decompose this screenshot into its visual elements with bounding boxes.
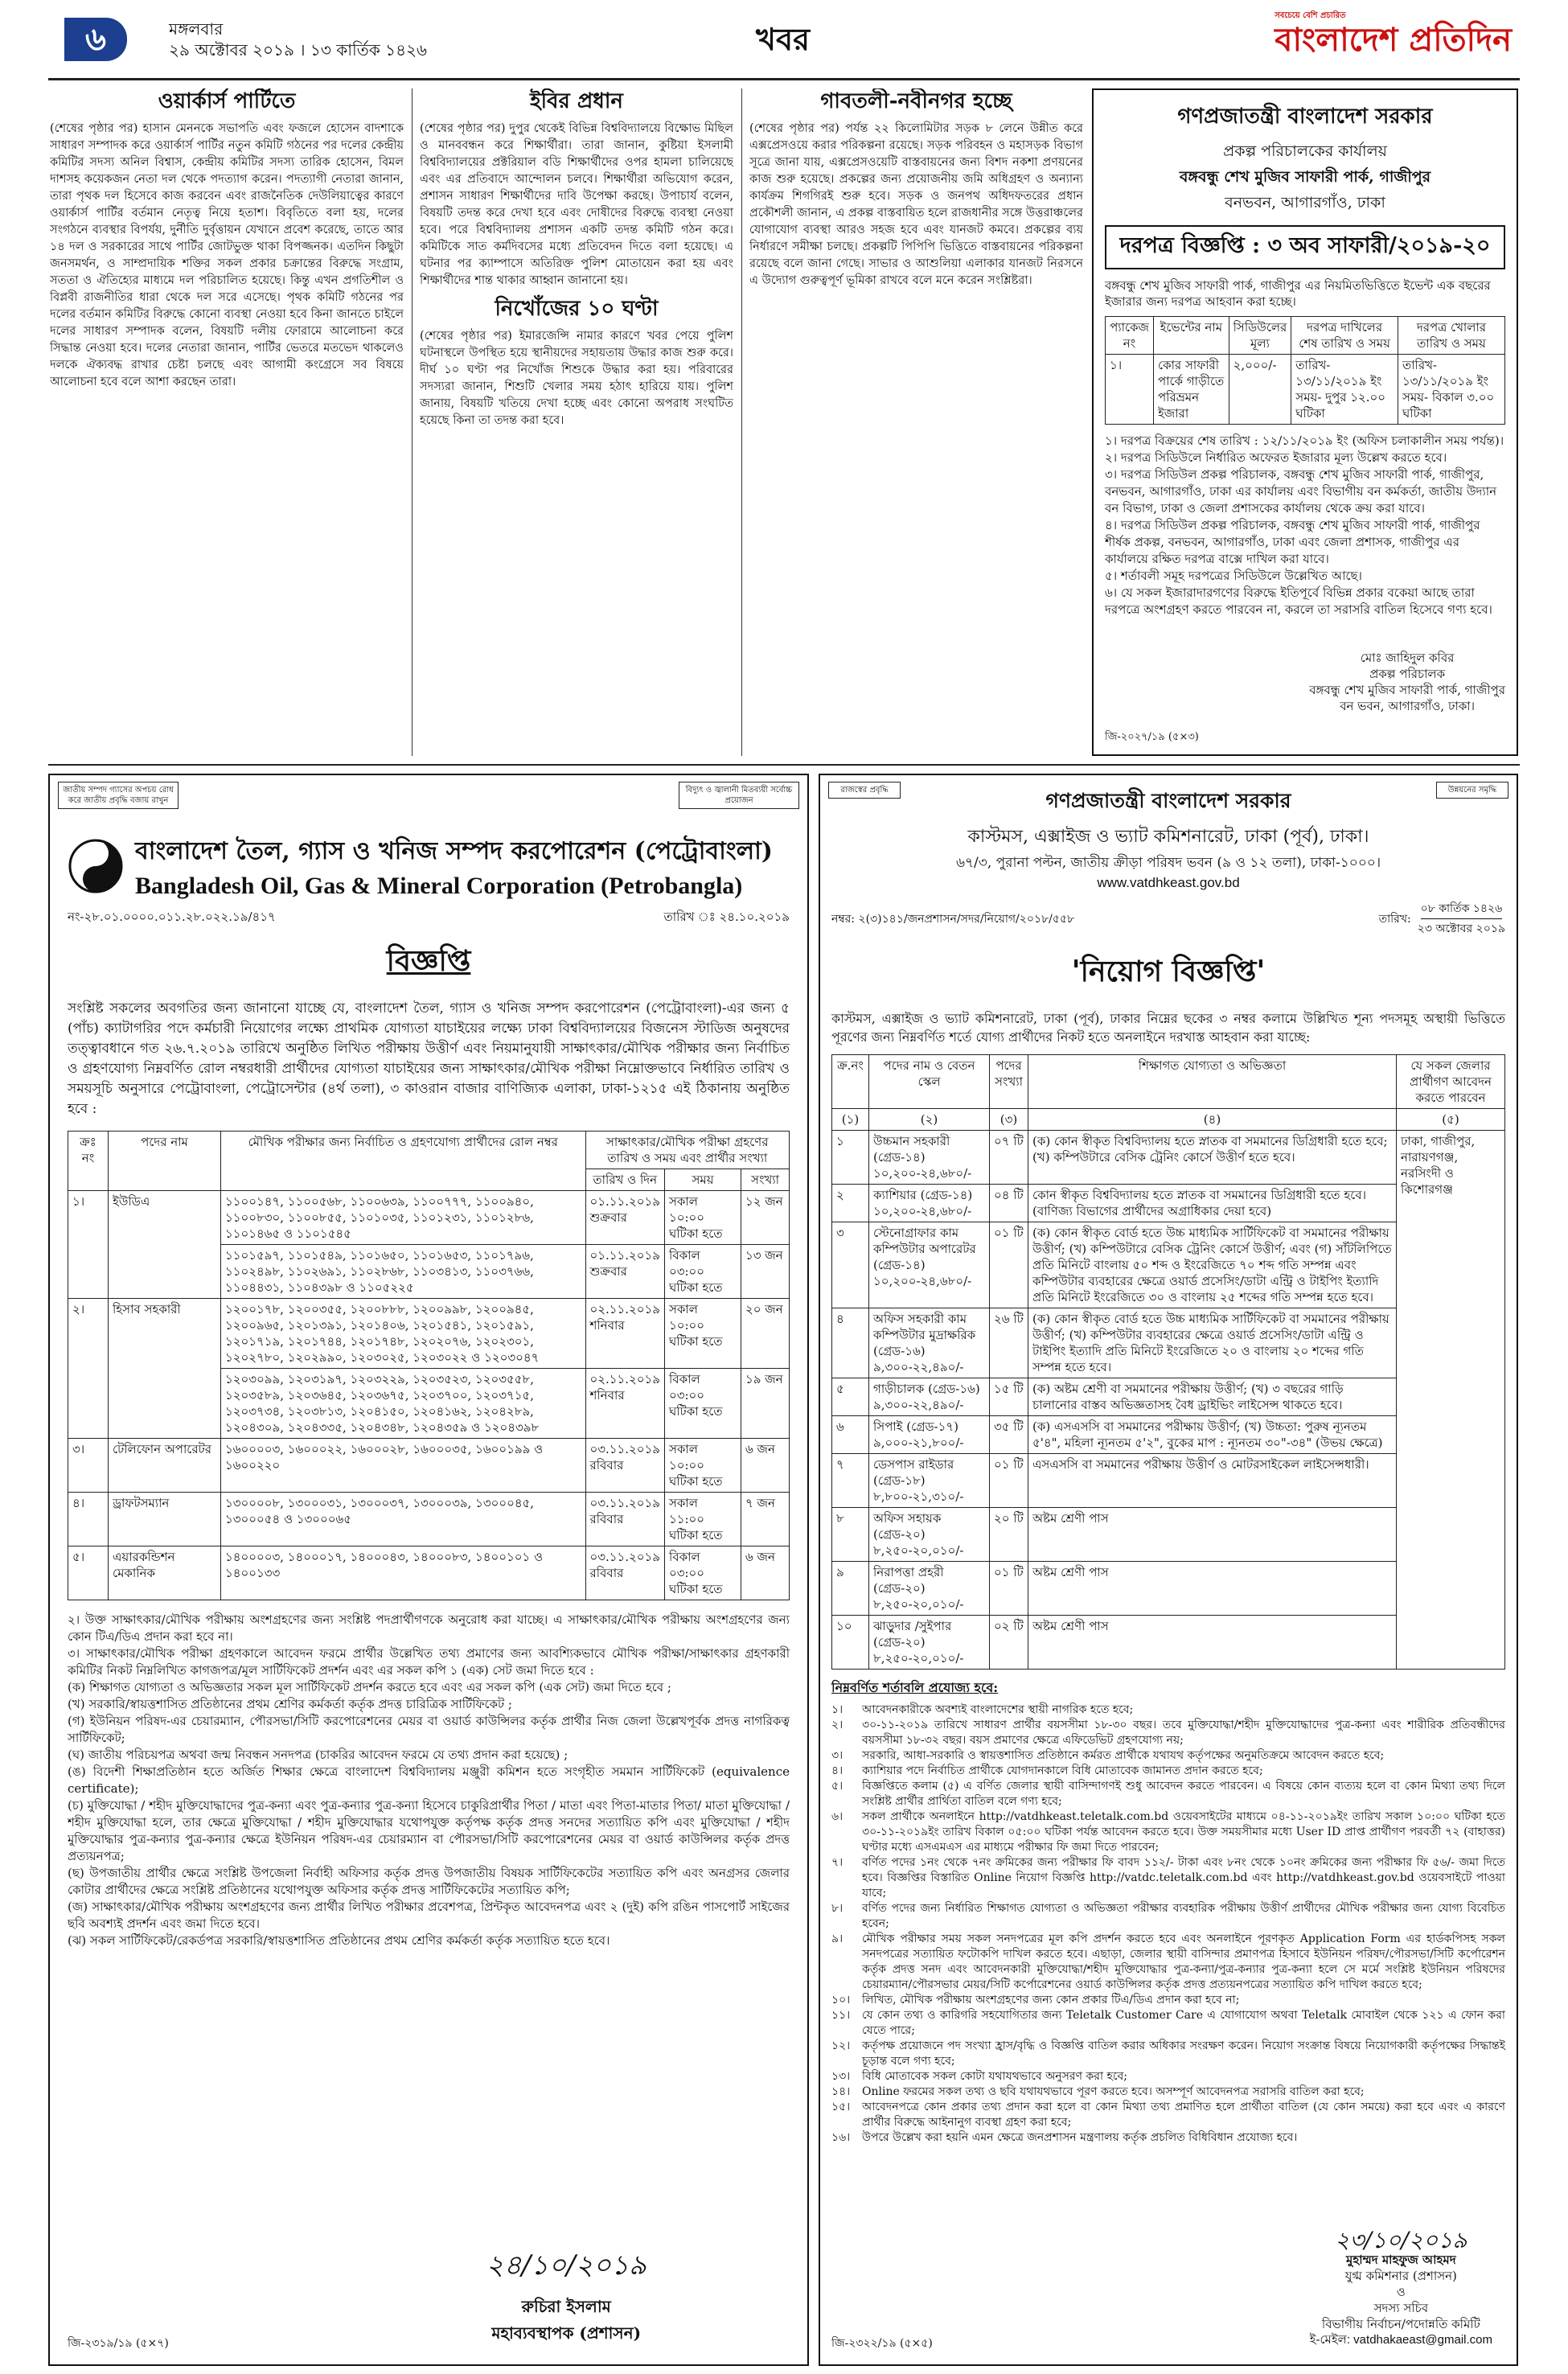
list-item: ৭। বর্ণিত পদের ১নং থেকে ৭নং ক্রমিকের জন্য পরীক্ষার ফি বাবদ ১১২/- টাকা এবং ৮নং থেকে ১০নং ক্রমিকের জন্য পরীক্ষার ফি ৫৬/- জমা দিতে হবে। বিজ্ঞপ্তির বিস্তারিত Online নিয়োগ বিজ্ঞপ্তি http://vatdc.teletalk.com.bd এবং http://vatdhkeast.gov.bd ওয়েবসাইটে পাওয়া যাবে; <box>831 1856 1505 1900</box>
list-item: (গ) ইউনিয়ন পরিষদ-এর চেয়ারম্যান, পৌরসভা/সিটি করপোরেশনের মেয়র বা ওয়ার্ড কাউন্সিলর কর্তৃক প্রার্থীর নিজ জেলা উল্লেখপূর্বক প্রদত্ত নাগরিকত্ব সার্টিফিকেট; <box>68 1714 790 1745</box>
tender-address: বনভবন, আগারগাঁও, ঢাকা <box>1225 194 1385 212</box>
newspaper-logo: সবচেয়ে বেশি প্রচারিত বাংলাদেশ প্রতিদিন <box>1275 11 1512 59</box>
article-iu <box>420 88 733 756</box>
tender-notes <box>1105 433 1505 618</box>
tender-park: বঙ্গবন্ধু শেখ মুজিব সাফারী পার্ক, গাজীপুর <box>1179 168 1431 186</box>
list-item: (ক) শিক্ষাগত যোগ্যতা ও অভিজ্ঞতার সকল মূল সার্টিফিকেট প্রদর্শন করতে হবে এবং এর সকল কপি (এক সেট) জমা দিতে হবে ; <box>68 1680 671 1694</box>
table-row: ১ উচ্চমান সহকারী (গ্রেড-১৪) ১০,২০০-২৪,৬৮০/- ০৭ টি (ক) কোন স্বীকৃত বিশ্ববিদ্যালয় হতে স্নাতক বা সমমানের ডিগ্রিধারী হতে হবে; (খ) কম্পিউটারে বেসিক ট্রেনিং কোর্সে উত্তীর্ণ হতে হবে। ঢাকা, গাজীপুর, নারায়ণগঞ্জ, নরসিংদী ও কিশোরগঞ্জ <box>832 1131 1505 1185</box>
conditions-title: নিম্নবর্ণিত শর্তাবলি প্রযোজ্য হবে: <box>831 1680 999 1695</box>
list-item: ৩। দরপত্র সিডিউল প্রকল্প পরিচালক, বঙ্গবন্ধু শেখ মুজিব সাফারী পার্ক, গাজীপুর, বনভবন, আগারগাঁও, ঢাকা এর কার্যালয় এবং বিভাগীয় বন কর্মকর্তা, জাতীয় উদ্যান বন বিভাগ, ঢাকা ও জেলা প্রশাসকের কার্যালয় থেকে ক্রয় করা যাবে। <box>1105 467 1497 515</box>
customs-govt: গণপ্রজাতন্ত্রী বাংলাদেশ সরকার <box>1045 789 1291 812</box>
table-row: ২ ক্যাশিয়ার (গ্রেড-১৪) ১০,২০০-২৪,৬৮০/- ০৪ টি কোন স্বীকৃত বিশ্ববিদ্যালয় হতে স্নাতক বা সমমানের ডিগ্রিধারী হতে হবে। (বাণিজ্য বিভাগের প্রার্থীদের অগ্রাধিকার দেয়া হবে) <box>832 1185 1505 1222</box>
table-row: ২। হিসাব সহকারী ১২০০১৭৮, ১২০০৩৫৫, ১২০০৮৮৮, ১২০০৯৯৮, ১২০০৯৪৫, ১২০০৯৬৫, ১২০১৩৯১, ১২০১৪০৬, ১২০১৫৪১, ১২০১৫৯১, ১২০১৭১৯, ১২০১৭৪৪, ১২০১৭৪৮, ১২০২০৭৬, ১২০২৩০১, ১২০২৭৮০, ১২০২৯৯০, ১২০৩০২৫, ১২০৩০২২ ও ১২০৩০৪৭ ০২.১১.২০১৯ শনিবার সকাল ১০:০০ ঘটিকা হতে ২০ জন <box>68 1299 790 1369</box>
list-item: (ঙ) বিদেশী শিক্ষাপ্রতিষ্ঠান হতে অর্জিত শিক্ষার ক্ষেত্রে বাংলাদেশ বিশ্ববিদ্যালয় মঞ্জুরী কমিশন হতে সংগৃহীত সমমান সার্টিফিকেট (equivalence certificate); <box>68 1764 790 1796</box>
tender-signer-block: মোঃ জাহিদুল কবির প্রকল্প পরিচালক বঙ্গবন্ধু শেখ মুজিব সাফারী পার্ক, গাজীপুর বন ভবন, আগারগাঁও, ঢাকা। <box>1309 651 1505 713</box>
list-item: ২। দরপত্র সিডিউলে নির্ধারিত অফেরত ইজারার মূল্য উল্লেখ করতে হবে। <box>1105 450 1447 465</box>
page-number: ৬ <box>64 18 127 61</box>
interview-table: ক্রঃ নং পদের নাম মৌখিক পরীক্ষার জন্য নির্বাচিত ও গ্রহণযোগ্য প্রার্থীদের রোল নম্বর সাক্ষাৎকার/মৌখিক পরীক্ষা গ্রহণের তারিখ ও সময় এবং প্রার্থীর সংখ্যা তারিখ ও দিন সময় সংখ্যা ১। ইউডিএ ১১০০১৪৭, ১১০০৫৬৮, ১১০০৬৩৯, ১১০০৭৭৭, ১১০০৯৪০, ১১০০৮৩০, ১১০০৮৫৫, ১১০১০৩৫, ১১০১২৩১, ১১০১২৮৬, ১১০১৪৬৫ ও ১১০১৫৪৫ ০১.১১.২০১৯ শুক্রবার সকাল ১০:০০ ঘটিকা হতে ১২ জন ১১০১৫৯৭, ১১০১৫৪৯, ১১০১৬৫০, ১১০১৬৫৩, ১১০১৭৯৬, ১১০২৪৯৮, ১১০২৬৯১, ১১০২৮৬৮, ১১০৩৪১৩, ১১০৩৭৬৬, ১১০৪৪৩১, ১১০৪৩৯৮ ও ১১০৫২২৫ ০১.১১.২০১৯ শুক্রবার বিকাল ০৩:০০ ঘটিকা হতে ১৩ জন ২। হিসাব সহকারী ১২০০১৭৮, ১২০০৩৫৫, ১২০০৮৮৮, ১২০০৯৯৮, ১২০০৯৪৫, ১২০০৯৬৫, ১২০১৩৯১, ১২০১৪০৬, ১২০১৫৪১, ১২০১৫৯১, ১২০১৭১৯, ১২০১৭৪৪, ১২০১৭৪৮, ১২০২০৭৬, ১২০২৩০১, ১২০২৭৮০, ১২০২৯৯০, ১২০৩০২৫, ১২০৩০২২ ও ১২০৩০৪৭ ০২.১১.২০১৯ শনিবার সকাল ১০:০০ ঘটিকা হতে ২০ জন ১২০৩০৯৯, ১২০৩১৯৭, ১২০৩২২৯, ১২০৩৫২৩, ১২০৩৫৫৮, ১২০৩৫৮৯, ১২০৩৬৪৫, ১২০৩৬৭৫, ১২০৩৭০০, ১২০৩৭১৫, ১২০৩৭৩৪, ১২০৩৮১৩, ১২০৪১৫০, ১২০৪১৬২, ১২০৪২৮৯, ১২০৪৩০৯, ১২০৪৩৩৫, ১২০৪৩৪৮, ১২০৪৩৫৯ ও ১২০৪৩৯৮ ০২.১১.২০১৯ শনিবার বিকাল ০৩:০০ ঘটিকা হতে ১৯ জন ৩। টেলিফোন অপারেটর ১৬০০০০৩, ১৬০০০২২, ১৬০০০২৮, ১৬০০০৩৫, ১৬০০১৯৯ ও ১৬০০২২০ ০৩.১১.২০১৯ রবিবার সকাল ১০:০০ ঘটিকা হতে ৬ জন ৪। ড্রাফটসম্যান ১৩০০০০৮, ১৩০০০৩১, ১৩০০০৩৭, ১৩০০০৩৯, ১৩০০০৪৫, ১৩০০০৫৪ ও ১৩০০০৬৫ ০৩.১১.২০১৯ রবিবার সকাল ১১:০০ ঘটিকা হতে ৭ জন ৫। এয়ারকন্ডিশন মেকানিক ১৪০০০০৩, ১৪০০০১৭, ১৪০০০৪৩, ১৪০০০৮৩, ১৪০০১০১ ও ১৪০০১৩৩ ০৩.১১.২০১৯ রবিবার বিকাল ০৩:০০ ঘটিকা হতে ৬ জন <box>68 1131 790 1600</box>
handwritten-signature: ২৩/১০/২০১৯ <box>1335 2227 1467 2253</box>
list-item: ৬। যে সকল ইজারাদারগণের বিরুদ্ধে ইতিপূর্বে বিভিন্ন প্রকার বকেয়া আছে তারা দরপত্রে অংশগ্রহণ করতে পারবেন না, করলে তা সরাসরি বাতিল হিসেবে গণ্য হবে। <box>1105 585 1492 617</box>
tender-intro: বঙ্গবন্ধু শেখ মুজিব সাফারী পার্ক, গাজীপুর এর নিয়মিতভিত্তিতে ইভেন্ট এক বছরের ইজারার জন্য দরপত্র আহবান করা হচ্ছে। <box>1105 278 1491 309</box>
issue-date: ২৯ অক্টোবর ২০১৯ । ১৩ কার্তিক ১৪২৬ <box>169 40 428 60</box>
list-item: ৪। ক্যাশিয়ার পদে নির্বাচিত প্রার্থীকে যোগদানকালে বিধি মোতাবেক জামানত প্রদান করতে হবে; <box>831 1764 1263 1777</box>
table-row: ৪ অফিস সহকারী কাম কম্পিউটার মুদ্রাক্ষরিক (গ্রেড-১৬) ৯,৩০০-২২,৪৯০/- ২৬ টি (ক) কোন স্বীকৃত বোর্ড হতে উচ্চ মাধ্যমিক সার্টিফিকেট বা সমমানের পরীক্ষায় উত্তীর্ণ; (খ) কম্পিউটার ব্যবহারের ক্ষেত্রে ওয়ার্ড প্রসেসিং/ডাটা এন্ট্রি ও টাইপিং ইত্যাদি প্রতি মিনিটে ইংরেজিতে ২০ ও বাংলায় ২০ শব্দের গতি সম্পন্ন হতে হবে। <box>832 1308 1505 1378</box>
article-subtitle: নিখোঁজের ১০ ঘণ্টা <box>495 297 659 321</box>
customs-name: কাস্টমস, এক্সাইজ ও ভ্যাট কমিশনারেট, ঢাকা (পূর্ব), ঢাকা। <box>967 827 1369 847</box>
notice-intro: সংশ্লিষ্ট সকলের অবগতির জন্য জানানো যাচ্ছে যে, বাংলাদেশ তৈল, গ্যাস ও খনিজ সম্পদ করপোরেশন (পেট্রোবাংলা)-এর জন্য ৫ (পাঁচ) ক্যাটাগরির পদে কর্মচারী নিয়োগের লক্ষ্যে প্রাথমিক যোগ্যতা যাচাইয়ের লক্ষ্যে ঢাকা বিশ্ববিদ্যালয়ের বিজনেস স্টাডিজ অনুষদের তত্ত্বাবধানে গত ২৬.৭.২০১৯ তারিখে অনুষ্ঠিত লিখিত পরীক্ষায় উত্তীর্ণ এবং নিয়মানুযায়ী সাক্ষাৎকার/মৌখিক পরীক্ষার জন্য নির্বাচিত ও গ্রহণযোগ্য নিম্নবর্ণিত রোল নম্বরধারী প্রার্থীদের যোগ্যতা যাচাইয়ের জন্য সাক্ষাৎকার/মৌখিক পরীক্ষা নিম্নোক্তভাবে নির্ধারিত তারিখ ও সময়সূচি অনুসারে পেট্রোবাংলা, পেট্রোসেন্টার (৪র্থ তলা), ৩ কাওরান বাজার বাণিজ্যিক এলাকা, ঢাকা-১২১৫ এই ঠিকানায় অনুষ্ঠিত হবে : <box>68 1000 790 1117</box>
table-row: ৪। ড্রাফটসম্যান ১৩০০০০৮, ১৩০০০৩১, ১৩০০০৩৭, ১৩০০০৩৯, ১৩০০০৪৫, ১৩০০০৫৪ ও ১৩০০০৬৫ ০৩.১১.২০১৯ রবিবার সকাল ১১:০০ ঘটিকা হতে ৭ জন <box>68 1493 790 1546</box>
customs-address: ৬৭/৩, পুরানা পল্টন, জাতীয় ক্রীড়া পরিষদ ভবন (৯ ও ১২ তলা), ঢাকা-১০০০। <box>955 855 1381 871</box>
list-item: ১৩। বিধি মোতাবেক সকল কোটা যথাযথভাবে অনুসরণ করা হবে; <box>831 2070 1127 2083</box>
memo-number: নং-২৮.০১.০০০০.০১১.২৮.০২২.১৯/৪১৭ <box>68 910 276 924</box>
table-row: ১০ ঝাড়ুদার /সুইপার (গ্রেড-২০) ৮,২৫০-২০,০১০/- ০২ টি অষ্টম শ্রেণী পাস <box>832 1616 1505 1670</box>
list-item: (চ) মুক্তিযোদ্ধা / শহীদ মুক্তিযোদ্ধাদের পুত্র-কন্যা এবং পুত্র-কন্যার পুত্র-কন্যা হিসেবে চাকুরিপ্রার্থীর পিতা / মাতা এবং পিতা-মাতার পিতা/ মাতা মুক্তিযোদ্ধা / শহীদ মুক্তিযোদ্ধা হলে, তার ক্ষেত্রে মুক্তিযোদ্ধা / শহীদ মুক্তিযোদ্ধার যথোপযুক্ত কর্তৃপক্ষ কর্তৃক প্রদত্ত সনদের সত্যায়িত কপি এবং মুক্তিযোদ্ধা / শহীদ মুক্তিযোদ্ধার পুত্র-কন্যার পুত্র-কন্যার ক্ষেত্রে ইউনিয়ন পরিষদ-এর চেয়ারম্যান বা পৌরসভা/সিটি করপোরেশনের মেয়র বা ওয়ার্ড কাউন্সিলর কর্তৃক প্রদত্ত প্রত্যয়নপত্র; <box>68 1798 790 1863</box>
list-item: ৩। সরকারি, আধা-সরকারি ও স্বায়ত্তশাসিত প্রতিষ্ঠানে কর্মরত প্রার্থীকে যথাযথ কর্তৃপক্ষের অনুমতিক্রমে আবেদন করতে হবে; <box>831 1749 1385 1762</box>
petrobangla-notice <box>48 774 809 2366</box>
list-item: ২। ৩০-১১-২০১৯ তারিখে সাধারণ প্রার্থীর বয়সসীমা ১৮-৩০ বছর। তবে মুক্তিযোদ্ধা/শহীদ মুক্তিযোদ্ধাদের পুত্র-কন্যা এবং শারীরিক প্রতিবন্ধীদের বয়সসীমা ১৮-৩২ বছর। বয়স প্রমাণের ক্ষেত্রে এফিডেভিট গ্রহণযোগ্য নয়; <box>831 1719 1505 1747</box>
customs-website[interactable]: www.vatdhkeast.gov.bd <box>1097 875 1240 890</box>
list-item: ৬। সকল প্রার্থীকে অনলাইনে http://vatdhkeast.teletalk.com.bd ওয়েবসাইটের মাধ্যমে ০৪-১১-২০১৯ইং তারিখ সকাল ১০:০০ ঘটিকা হতে ৩০-১১-২০১৯ইং তারিখ বিকাল ০৫:০০ ঘটিকা পর্যন্ত আবেদন করতে হবে। উক্ত সময়সীমার মধ্যে User ID প্রাপ্ত প্রার্থীগণ পরবর্তী ৭২ (বাহাত্তর) ঘণ্টার মধ্যে এসএমএস এর মাধ্যমে পরীক্ষার ফি জমা দিতে পারবেন; <box>831 1810 1505 1854</box>
tender-govt: গণপ্রজাতন্ত্রী বাংলাদেশ সরকার <box>1177 105 1433 129</box>
article-title: ইবির প্রধান <box>530 89 623 113</box>
table-row: ৯ নিরাপত্তা প্রহরী (গ্রেড-২০) ৮,২৫০-২০,০১০/- ০১ টি অষ্টম শ্রেণী পাস <box>832 1562 1505 1616</box>
list-item: ১। আবেদনকারীকে অবশ্যই বাংলাদেশের স্থায়ী নাগরিক হতে হবে; <box>831 1703 1134 1716</box>
list-item: (ছ) উপজাতীয় প্রার্থীর ক্ষেত্রে সংশ্লিষ্ট উপজেলা নির্বাহী অফিসার কর্তৃক প্রদত্ত উপজাতীয় বিষয়ক সার্টিফিকেটের সত্যায়িত কপি এবং অনগ্রসর জেলার কোটার প্রার্থীদের ক্ষেত্রে সংশ্লিষ্ট প্রতিষ্ঠানের যথোপযুক্ত অফিসার কর্তৃক প্রদত্ত সার্টিফিকেটের সত্যায়িত কপি; <box>68 1866 790 1897</box>
article-title: ওয়ার্কার্স পার্টিতে <box>158 89 296 113</box>
org-name-bn: বাংলাদেশ তৈল, গ্যাস ও খনিজ সম্পদ করপোরেশন (পেট্রোবাংলা) <box>135 837 773 865</box>
petro-notes <box>68 1612 790 1949</box>
article-body: (শেষের পৃষ্ঠার পর) দুপুর থেকেই বিভিন্ন বিশ্ববিদ্যালয়ে বিক্ষোভ মিছিল ও মানববন্ধন করে শিক্ষার্থীরা। তারা জানান, কুষ্টিয়া ইসলামী বিশ্ববিদ্যালয়ের প্রক্টরিয়াল বডি শিক্ষার্থীদের ওপর হামলা চালিয়েছে এবং এর প্রতিবাদে আন্দোলন চলবে। শিক্ষার্থীরা অভিযোগ করেন, প্রশাসন সাধারণ শিক্ষার্থীদের দাবি উপেক্ষা করছে। উপাচার্য বলেন, বিষয়টি তদন্ত করে দেখা হবে এবং দোষীদের বিরুদ্ধে ব্যবস্থা নেওয়া হবে। পরে বিশ্ববিদ্যালয় প্রশাসন একটি তদন্ত কমিটি গঠন করে। কমিটিকে সাত কর্মদিবসের মধ্যে প্রতিবেদন দিতে বলা হয়েছে। এ ঘটনার পর ক্যাম্পাসে অতিরিক্ত পুলিশ মোতায়েন করা হয় এবং শিক্ষার্থীদের শান্ত থাকার আহ্বান জানানো হয়। <box>420 122 733 287</box>
list-item: ১৫। আবেদনপত্রে কোন প্রকার তথ্য প্রদান করা হলে বা কোন মিথ্যা তথ্য প্রমাণিত হলে প্রার্থীতা বাতিল (যে কোন সময়ে) করা হবে এবং এ কারণে প্রার্থীর বিরুদ্ধে আইনানুগ ব্যবস্থা গ্রহণ করা হবে; <box>831 2101 1505 2129</box>
article-body: (শেষের পৃষ্ঠার পর) পর্যন্ত ২২ কিলোমিটার সড়ক ৮ লেনে উন্নীত করে এক্সপ্রেসওয়ে করার পরিকল্পনা রয়েছে। সড়ক পরিবহন ও মহাসড়ক বিভাগ সূত্রে জানা যায়, এক্সপ্রেসওয়েটি বাস্তবায়নের জন্য বিশদ নকশা প্রণয়নের কাজ শুরু হয়েছে। প্রকল্পের জন্য প্রয়োজনীয় জমি অধিগ্রহণ ও অন্যান্য কার্যক্রম শিগগিরই শুরু হবে। সড়ক ও জনপথ অধিদফতরের প্রধান প্রকৌশলী জানান, এ প্রকল্প বাস্তবায়িত হলে রাজধানীর সঙ্গে উত্তরাঞ্চলের যোগাযোগ ব্যবস্থা আরও সহজ হবে এবং যানজট কমবে। প্রকল্পের ব্যয় নির্ধারণে সমীক্ষা চলছে। প্রকল্পটি পিপিপি ভিত্তিতে বাস্তবায়নের পরিকল্পনা রয়েছে বলে জানা গেছে। সাভার ও আশুলিয়া এলাকার যানজট নিরসনে এ উদ্যোগ গুরুত্বপূর্ণ ভূমিকা রাখবে বলে মনে করেন সংশ্লিষ্টরা। <box>749 122 1083 287</box>
table-row: ৫ গাড়ীচালক (গ্রেড-১৬) ৯,৩০০-২২,৪৯০/- ১৫ টি (ক) অষ্টম শ্রেণী বা সমমানের পরীক্ষায় উত্তীর্ণ; (খ) ৩ বছরের গাড়ি চালানোর বাস্তব অভিজ্ঞতাসহ বৈধ ড্রাইভিং লাইসেন্স থাকতে হবে। <box>832 1378 1505 1416</box>
list-item: (খ) সরকারি/স্বায়ত্তশাসিত প্রতিষ্ঠানের প্রথম শ্রেণির কর্মকর্তা কর্তৃক প্রদত্ত চারিত্রিক সার্টিফিকেট ; <box>68 1697 512 1711</box>
table-row: ৩। টেলিফোন অপারেটর ১৬০০০০৩, ১৬০০০২২, ১৬০০০২৮, ১৬০০০৩৫, ১৬০০১৯৯ ও ১৬০০২২০ ০৩.১১.২০১৯ রবিবার সকাল ১০:০০ ঘটিকা হতে ৬ জন <box>68 1439 790 1493</box>
tender-ref: জি-২০২৭/১৯ (৫×৩) <box>1105 731 1199 743</box>
memo-number: নম্বর: ২(৩)১৪১/জনপ্রশাসন/সদর/নিয়োগ/২০১৮/৫৫৮ <box>831 912 1075 926</box>
list-item: ৫। শর্তাবলী সমূহ দরপত্রের সিডিউলে উল্লেখিত আছে। <box>1105 569 1362 583</box>
list-item: ১। দরপত্র বিক্রয়ের শেষ তারিখ : ১২/১১/২০১৯ ইং (অফিস চলাকালীন সময় পর্যন্ত)। <box>1105 433 1504 448</box>
table-row: ৩ স্টেনোগ্রাফার কাম কম্পিউটার অপারেটর (গ্রেড-১৪) ১০,২০০-২৪,৬৮০/- ০১ টি (ক) কোন স্বীকৃত বোর্ড হতে উচ্চ মাধ্যমিক সার্টিফিকেট বা সমমানের পরীক্ষায় উত্তীর্ণ; (খ) কম্পিউটারে বেসিক ট্রেনিং কোর্সে উত্তীর্ণ; এবং (গ) সাঁটলিপিতে প্রতি মিনিটে বাংলায় ৫০ শব্দ ও ইংরেজিতে ৭০ শব্দ গতি সম্পন্ন এবং কম্পিউটার ব্যবহারের ক্ষেত্রে ওয়ার্ড প্রসেসিং/ডাটা এন্ট্রি ও টাইপিং ইত্যাদি প্রতি মিনিটে ইংরেজিতে ৩০ ও বাংলায় ২৫ শব্দের গতি সম্পন্ন হতে হবে। <box>832 1222 1505 1308</box>
article-gabtoli <box>749 88 1083 756</box>
issue-day: মঙ্গলবার <box>169 19 224 39</box>
list-item: ১২। কর্তৃপক্ষ প্রয়োজনে পদ সংখ্যা হ্রাস/বৃদ্ধি ও বিজ্ঞপ্তি বাতিল করার অধিকার সংরক্ষণ করেন। নিয়োগ সংক্রান্ত বিষয়ে নিয়োগকারী কর্তৃপক্ষের সিদ্ধান্তই চূড়ান্ত বলে গণ্য হবে; <box>831 2039 1505 2068</box>
table-row: ৬ সিপাই (গ্রেড-১৭) ৯,০০০-২১,৮০০/- ৩৫ টি (ক) এসএসসি বা সমমানের পরীক্ষায় উত্তীর্ণ; (খ) উচ্চতা: পুরুষ ন্যূনতম ৫'৪", মহিলা ন্যূনতম ৫'২", বুকের মাপ : ন্যূনতম ৩০"-৩৪" (উভয় ক্ষেত্রে) <box>832 1416 1505 1454</box>
table-row: ১১০১৫৯৭, ১১০১৫৪৯, ১১০১৬৫০, ১১০১৬৫৩, ১১০১৭৯৬, ১১০২৪৯৮, ১১০২৬৯১, ১১০২৮৬৮, ১১০৩৪১৩, ১১০৩৭৬৬, ১১০৪৪৩১, ১১০৪৩৯৮ ও ১১০৫২২৫ ০১.১১.২০১৯ শুক্রবার বিকাল ০৩:০০ ঘটিকা হতে ১৩ জন <box>68 1245 790 1299</box>
customs-ref: জি-২৩২২/১৯ (৫×৫) <box>831 2337 933 2350</box>
tag-right: উন্নয়নের সমৃদ্ধি <box>1436 782 1508 799</box>
handwritten-signature: ২৪/১০/২০১৯ <box>486 2249 646 2282</box>
article-title: গাবতলী-নবীনগর হচ্ছে <box>820 89 1012 113</box>
table-row: ৮ অফিস সহায়ক (গ্রেড-২০) ৮,২৫০-২০,০১০/- ২০ টি অষ্টম শ্রেণী পাস <box>832 1508 1505 1562</box>
tag-right: বিদ্যুৎ ও জ্বালানী মিতব্যয়ী সর্বোচ্চ প্রয়োজন <box>679 782 799 809</box>
list-item: ১১। যে কোন তথ্য ও কারিগরি সহযোগিতার জন্য Teletalk Customer Care এ যোগাযোগ অথবা Teletalk মোবাইল থেকে ১২১ এ ফোন করা যেতে পারে; <box>831 2009 1505 2037</box>
list-item: (ঝ) সকল সার্টিফিকেট/রেকর্ডপত্র সরকারি/স্বায়ত্তশাসিত প্রতিষ্ঠানের প্রথম শ্রেণির কর্মকর্তা কর্তৃক সত্যায়িত হতে হবে। <box>68 1933 610 1948</box>
list-item: ৫। বিজ্ঞপ্তিতে কলাম (৫) এ বর্ণিত জেলার স্থায়ী বাসিন্দাগণই শুধু আবেদন করতে পারবেন। এ বিষয়ে কোন ব্যত্যয় হলে বা কোন মিথ্যা তথ্য দিলে সংশ্লিষ্ট প্রার্থীর প্রার্থিতা বাতিল বলে গণ্য হবে; <box>831 1780 1505 1808</box>
vacancy-table: ক্র.নং পদের নাম ও বেতন স্কেল পদের সংখ্যা শিক্ষাগত যোগ্যতা ও অভিজ্ঞতা যে সকল জেলার প্রার্থীগণ আবেদন করতে পারবেন (১) (২) (৩) (৪) (৫) ১ উচ্চমান সহকারী (গ্রেড-১৪) ১০,২০০-২৪,৬৮০/- ০৭ টি (ক) কোন স্বীকৃত বিশ্ববিদ্যালয় হতে স্নাতক বা সমমানের ডিগ্রিধারী হতে হবে; (খ) কম্পিউটারে বেসিক ট্রেনিং কোর্সে উত্তীর্ণ হতে হবে। ঢাকা, গাজীপুর, নারায়ণগঞ্জ, নরসিংদী ও কিশোরগঞ্জ ২ ক্যাশিয়ার (গ্রেড-১৪) ১০,২০০-২৪,৬৮০/- ০৪ টি কোন স্বীকৃত বিশ্ববিদ্যালয় হতে স্নাতক বা সমমানের ডিগ্রিধারী হতে হবে। (বাণিজ্য বিভাগের প্রার্থীদের অগ্রাধিকার দেয়া হবে) ৩ স্টেনোগ্রাফার কাম কম্পিউটার অপারেটর (গ্রেড-১৪) ১০,২০০-২৪,৬৮০/- ০১ টি (ক) কোন স্বীকৃত বোর্ড হতে উচ্চ মাধ্যমিক সার্টিফিকেট বা সমমানের পরীক্ষায় উত্তীর্ণ; (খ) কম্পিউটারে বেসিক ট্রেনিং কোর্সে উত্তীর্ণ; এবং (গ) সাঁটলিপিতে প্রতি মিনিটে বাংলায় ৫০ শব্দ ও ইংরেজিতে ৭০ শব্দ গতি সম্পন্ন এবং কম্পিউটার ব্যবহারের ক্ষেত্রে ওয়ার্ড প্রসেসিং/ডাটা এন্ট্রি ও টাইপিং ইত্যাদি প্রতি মিনিটে ইংরেজিতে ৩০ ও বাংলায় ২৫ শব্দের গতি সম্পন্ন হতে হবে। ৪ অফিস সহকারী কাম কম্পিউটার মুদ্রাক্ষরিক (গ্রেড-১৬) ৯,৩০০-২২,৪৯০/- ২৬ টি (ক) কোন স্বীকৃত বোর্ড হতে উচ্চ মাধ্যমিক সার্টিফিকেট বা সমমানের পরীক্ষায় উত্তীর্ণ; (খ) কম্পিউটার ব্যবহারের ক্ষেত্রে ওয়ার্ড প্রসেসিং/ডাটা এন্ট্রি ও টাইপিং ইত্যাদি প্রতি মিনিটে ইংরেজিতে ২০ ও বাংলায় ২০ শব্দের গতি সম্পন্ন হতে হবে। ৫ গাড়ীচালক (গ্রেড-১৬) ৯,৩০০-২২,৪৯০/- ১৫ টি (ক) অষ্টম শ্রেণী বা সমমানের পরীক্ষায় উত্তীর্ণ; (খ) ৩ বছরের গাড়ি চালানোর বাস্তব অভিজ্ঞতাসহ বৈধ ড্রাইভিং লাইসেন্স থাকতে হবে। ৬ সিপাই (গ্রেড-১৭) ৯,০০০-২১,৮০০/- ৩৫ টি (ক) এসএসসি বা সমমানের পরীক্ষায় উত্তীর্ণ; (খ) উচ্চতা: পুরুষ ন্যূনতম ৫'৪", মহিলা ন্যূনতম ৫'২", বুকের মাপ : ন্যূনতম ৩০"-৩৪" (উভয় ক্ষেত্রে) ৭ ডেসপাস রাইডার (গ্রেড-১৮) ৮,৮০০-২১,৩১০/- ০১ টি এসএসসি বা সমমানের পরীক্ষায় উত্তীর্ণ ও মোটরসাইকেল লাইসেন্সধারী। ৮ অফিস সহায়ক (গ্রেড-২০) ৮,২৫০-২০,০১০/- ২০ টি অষ্টম শ্রেণী পাস ৯ নিরাপত্তা প্রহরী (গ্রেড-২০) ৮,২৫০-২০,০১০/- ০১ টি অষ্টম শ্রেণী পাস ১০ ঝাড়ুদার /সুইপার (গ্রেড-২০) ৮,২৫০-২০,০১০/- ০২ টি অষ্টম শ্রেণী পাস <box>831 1054 1505 1670</box>
tag-left: রাজস্বের প্রবৃদ্ধি <box>828 782 901 799</box>
list-item: ৯। মৌখিক পরীক্ষার সময় সকল সনদপত্রের মূল কপি প্রদর্শন করতে হবে এবং অনলাইনে পূরণকৃত Application Form এর হার্ডকপিসহ সকল সনদপত্রের সত্যায়িত ফটোকপি দাখিল করতে হবে। এছাড়া, জেলার স্থায়ী বাসিন্দার প্রমাণপত্র হিসাবে ইউনিয়ন পরিষদ/পৌরসভা/সিটি কর্পোরেশন কর্তৃক প্রদত্ত সনদ এবং আবেদনকারী মুক্তিযোদ্ধা/শহীদ মুক্তিযোদ্ধার পুত্র-কন্যা/পুত্র-কন্যার পুত্র-কন্যা হলে সে মর্মে সংশ্লিষ্ট ইউনিয়ন পরিষদের চেয়ারম্যান/পৌরসভার মেয়র/সিটি কর্পোরেশনের ওয়ার্ড কাউন্সিলর কর্তৃক প্রদত্ত প্রত্যয়নপত্রের সত্যায়িত কপি দাখিল করতে হবে; <box>831 1932 1505 1991</box>
list-item: ১০। লিখিত, মৌখিক পরীক্ষায় অংশগ্রহণের জন্য কোন প্রকার টিএ/ডিএ প্রদান করা হবে না; <box>831 1994 1240 2006</box>
tender-title: দরপত্র বিজ্ঞপ্তি : ৩ অব সাফারী/২০১৯-২০ <box>1105 225 1505 269</box>
table-row: ৫। এয়ারকন্ডিশন মেকানিক ১৪০০০০৩, ১৪০০০১৭, ১৪০০০৪৩, ১৪০০০৮৩, ১৪০০১০১ ও ১৪০০১৩৩ ০৩.১১.২০১৯ রবিবার বিকাল ০৩:০০ ঘটিকা হতে ৬ জন <box>68 1546 790 1600</box>
table-row: ১২০৩০৯৯, ১২০৩১৯৭, ১২০৩২২৯, ১২০৩৫২৩, ১২০৩৫৫৮, ১২০৩৫৮৯, ১২০৩৬৪৫, ১২০৩৬৭৫, ১২০৩৭০০, ১২০৩৭১৫, ১২০৩৭৩৪, ১২০৩৮১৩, ১২০৪১৫০, ১২০৪১৬২, ১২০৪২৮৯, ১২০৪৩০৯, ১২০৪৩৩৫, ১২০৪৩৪৮, ১২০৪৩৫৯ ও ১২০৪৩৯৮ ০২.১১.২০১৯ শনিবার বিকাল ০৩:০০ ঘটিকা হতে ১৯ জন <box>68 1369 790 1439</box>
article-body: (শেষের পৃষ্ঠার পর) হাসান মেননকে সভাপতি এবং ফজলে হোসেন বাদশাকে সাধারণ সম্পাদক করে ওয়ার্কার্স পার্টির নতুন কমিটি গঠনের পর দলের কেন্দ্রীয় কমিটির সদস্য অনিল বিশ্বাস, কেন্দ্রীয় কমিটির সদস্য তারিক হোসেন, বিমল দাশসহ কয়েকজন নেতা দল থেকে পদত্যাগ করেন। পদত্যাগী নেতারা জানান, তারা পৃথক দল হিসেবে কাজ করবেন এবং রাজনৈতিক দেউলিয়াত্বের কারণে ওয়ার্কার্স পার্টির বর্তমান নেতৃত্ব নিয়ে হতাশ। বিবৃতিতে বলা হয়, দলের সংগঠনে ব্যবস্থার বিপর্যয়, দুর্নীতি দুর্বৃত্তায়ন যেখানে প্রবেশ করেছে, তাতে আর ১৪ দল ও সরকারের সাথে পার্টির জোটভুক্ত থাকা বিপজ্জনক। এতদিন কিছুটা জনসমর্থন, ও সাম্প্রদায়িক শক্তির সকল প্রকার চক্রান্তের বিরুদ্ধে সংগ্রাম, সততা ও ঐতিহ্যের মাধ্যমে দল পরিচালিত হয়েছে। কিন্তু এখন প্রগতিশীল ও বিপ্লবী রাজনীতির ধারা থেকে দল সরে এসেছে। পৃথক কমিটি গঠনের পর দলের বর্তমান কমিটির বিরুদ্ধে কোনো ব্যবস্থা নেওয়া হবে কিনা জানতে চাইলে দলের সাধারণ সম্পাদক বলেন, বিষয়টি দলীয় ফোরামে আলোচনা করে সিদ্ধান্ত নেওয়া হবে। দলের নেতারা জানান, পার্টির ভেতরে মতভেদ থাকলেও দলকে ঐক্যবদ্ধ রাখার চেষ্টা চলছে এবং আগামী কংগ্রেসে সব বিষয়ে আলোচনা হবে বলে আশা করছেন তারা। <box>50 122 404 388</box>
conditions-list <box>831 1702 1505 2146</box>
list-item: ১৪। Online ফরমের সকল তথ্য ও ছবি যথাযথভাবে পূরণ করতে হবে। অসম্পূর্ণ আবেদনপত্র সরাসরি বাতিল করা হবে; <box>831 2085 1365 2098</box>
notice-title: বিজ্ঞপ্তি <box>386 944 471 978</box>
notice-intro: কাস্টমস, এক্সাইজ ও ভ্যাট কমিশনারেট, ঢাকা (পূর্ব), ঢাকার নিম্নের ছকের ৩ নম্বর কলামে উল্লিখিত শূন্য পদসমূহ অস্থায়ী ভিত্তিতে পূরণের জন্য নিম্নবর্ণিত শর্তে যোগ্য প্রার্থীদের নিকট হতে অনলাইনে দরখাস্ত আহবান করা যাচ্ছে: <box>831 1011 1505 1045</box>
customs-notice: রাজস্বের প্রবৃদ্ধি উন্নয়নের সমৃদ্ধি গণপ্রজাতন্ত্রী বাংলাদেশ সরকার কাস্টমস, এক্সাইজ ও ভ্যাট কমিশনারেট, ঢাকা (পূর্ব), ঢাকা। ৬৭/৩, পুরানা পল্টন, জাতীয় ক্রীড়া পরিষদ ভবন (৯ ও ১২ তলা), ঢাকা-১০০০। www.vatdhkeast.gov.bd নম্বর: ২(৩)১৪১/জনপ্রশাসন/সদর/নিয়োগ/২০১৮/৫৫৮ তারিখ: ০৮ কার্তিক ১৪২৬ ২৩ অক্টোবর ২০১৯ 'নিয়োগ বিজ্ঞপ্তি' কাস্টমস, এক্সাইজ ও ভ্যাট কমিশনারেট, ঢাকা (পূর্ব), ঢাকার নিম্নের ছকের ৩ নম্বর কলামে উল্লিখিত শূন্য পদসমূহ অস্থায়ী ভিত্তিতে পূরণের জন্য নিম্নবর্ণিত শর্তে যোগ্য প্রার্থীদের নিকট হতে অনলাইনে দরখাস্ত আহবান করা যাচ্ছে: ক্র.নং পদের নাম ও বেতন স্কেল পদের সংখ্যা শিক্ষাগত যোগ্যতা ও অভিজ্ঞতা যে সকল জেলার প্রার্থীগণ আবেদন করতে পারবেন (১) (২) (৩) (৪) (৫) ১ উচ্চমান সহকারী (গ্রেড-১৪) ১০,২০০-২৪,৬৮০/- ০৭ টি (ক) কোন স্বীকৃত বিশ্ববিদ্যালয় হতে স্নাতক বা সমমানের ডিগ্রিধারী হতে হবে; (খ) কম্পিউটারে বেসিক ট্রেনিং কোর্সে উত্তীর্ণ হতে হবে। ঢাকা, গাজীপুর, নারায়ণগঞ্জ, নরসিংদী ও কিশোরগঞ্জ ২ ক্যাশিয়ার (গ্রেড-১৪) ১০,২০০-২৪,৬৮০/- ০৪ টি কোন স্বীকৃত বিশ্ববিদ্যালয় হতে স্নাতক বা সমমানের ডিগ্রিধারী হতে হবে। (বাণিজ্য বিভাগের প্রার্থীদের অগ্রাধিকার দেয়া হবে) ৩ স্টেনোগ্রাফার কাম কম্পিউটার অপারেটর (গ্রেড-১৪) ১০,২০০-২৪,৬৮০/- ০১ টি (ক) কোন স্বীকৃত বোর্ড হতে উচ্চ মাধ্যমিক সার্টিফিকেট বা সমমানের পরীক্ষায় উত্তীর্ণ; (খ) কম্পিউটারে বেসিক ট্রেনিং কোর্সে উত্তীর্ণ; এবং (গ) সাঁটলিপিতে প্রতি মিনিটে বাংলায় ৫০ শব্দ ও ইংরেজিতে ৭০ শব্দ গতি সম্পন্ন এবং কম্পিউটার ব্যবহারের ক্ষেত্রে ওয়ার্ড প্রসেসিং/ডাটা এন্ট্রি ও টাইপিং ইত্যাদি প্রতি মিনিটে ইংরেজিতে ৩০ ও বাংলায় ২৫ শব্দের গতি সম্পন্ন হতে হবে। ৪ অফিস সহকারী কাম কম্পিউটার মুদ্রাক্ষরিক (গ্রেড-১৬) ৯,৩০০-২২,৪৯০/- ২৬ টি (ক) কোন স্বীকৃত বোর্ড হতে উচ্চ মাধ্যমিক সার্টিফিকেট বা সমমানের পরীক্ষায় উত্তীর্ণ; (খ) কম্পিউটার ব্যবহারের ক্ষেত্রে ওয়ার্ড প্রসেসিং/ডাটা এন্ট্রি ও টাইপিং ইত্যাদি প্রতি মিনিটে ইংরেজিতে ২০ ও বাংলায় ২০ শব্দের গতি সম্পন্ন হতে হবে। ৫ গাড়ীচালক (গ্রেড-১৬) ৯,৩০০-২২,৪৯০/- ১৫ টি (ক) অষ্টম শ্রেণী বা সমমানের পরীক্ষায় উত্তীর্ণ; (খ) ৩ বছরের গাড়ি চালানোর বাস্তব অভিজ্ঞতাসহ বৈধ ড্রাইভিং লাইসেন্স থাকতে হবে। ৬ সিপাই (গ্রেড-১৭) ৯,০০০-২১,৮০০/- ৩৫ টি (ক) এসএসসি বা সমমানের পরীক্ষায় উত্তীর্ণ; (খ) উচ্চতা: পুরুষ ন্যূনতম ৫'৪", মহিলা ন্যূনতম ৫'২", বুকের মাপ : ন্যূনতম ৩০"-৩৪" (উভয় ক্ষেত্রে) ৭ ডেসপাস রাইডার (গ্রেড-১৮) ৮,৮০০-২১,৩১০/- ০১ টি এসএসসি বা সমমানের পরীক্ষায় উত্তীর্ণ ও মোটরসাইকেল লাইসেন্সধারী। ৮ অফিস সহায়ক (গ্রেড-২০) ৮,২৫০-২০,০১০/- ২০ টি অষ্টম শ্রেণী পাস ৯ নিরাপত্তা প্রহরী (গ্রেড-২০) ৮,২৫০-২০,০১০/- ০১ টি অষ্টম শ্রেণী পাস ১০ ঝাড়ুদার /সুইপার (গ্রেড-২০) ৮,২৫০-২০,০১০/- ০২ টি অষ্টম শ্রেণী পাস নিম্নবর্ণিত শর্তাবলি প্রযোজ্য হবে: ১। আবেদনকারীকে অবশ্যই বাংলাদেশের স্থায়ী নাগরিক হতে হবে; ২। ৩০-১১-২০১৯ তারিখে সাধারণ প্রার্থীর বয়সসীমা ১৮-৩০ বছর। তবে মুক্তিযোদ্ধা/শহীদ মুক্তিযোদ্ধাদের পুত্র-কন্যা এবং শারীরিক প্রতিবন্ধীদের বয়সসীমা ১৮-৩২ বছর। বয়স প্রমাণের ক্ষেত্রে এফিডেভিট গ্রহণযোগ্য নয়; ৩। সরকারি, আধা-সরকারি ও স্বায়ত্তশাসিত প্রতিষ্ঠানে কর্মরত প্রার্থীকে যথাযথ কর্তৃপক্ষের অনুমতিক্রমে আবেদন করতে হবে; ৪। ক্যাশিয়ার পদে নির্বাচিত প্রার্থীকে যোগদানকালে বিধি মোতাবেক জামানত প্রদান করতে হবে; ৫। বিজ্ঞপ্তিতে কলাম (৫) এ বর্ণিত জেলার স্থায়ী বাসিন্দাগণই শুধু আবেদন করতে পারবেন। এ বিষয়ে কোন ব্যত্যয় হলে বা কোন মিথ্যা তথ্য দিলে সংশ্লিষ্ট প্রার্থীর প্রার্থিতা বাতিল বলে গণ্য হবে; ৬। সকল প্রার্থীকে অনলাইনে http://vatdhkeast.teletalk.com.bd ওয়েবসাইটের মাধ্যমে ০৪-১১-২০১৯ইং তারিখ সকাল ১০:০০ ঘটিকা হতে ৩০-১১-২০১৯ইং তারিখ বিকাল ০৫:০০ ঘটিকা পর্যন্ত আবেদন করতে হবে। উক্ত সময়সীমার মধ্যে User ID প্রাপ্ত প্রার্থীগণ পরবর্তী ৭২ (বাহাত্তর) ঘণ্টার মধ্যে এসএমএস এর মাধ্যমে পরীক্ষার ফি জমা দিতে পারবেন; ৭। বর্ণিত পদের ১নং থেকে ৭নং ক্রমিকের জন্য পরীক্ষার ফি বাবদ ১১২/- টাকা এবং ৮নং থেকে ১০নং ক্রমিকের জন্য পরীক্ষার ফি ৫৬/- জমা দিতে হবে। বিজ্ঞপ্তির বিস্তারিত Online নিয়োগ বিজ্ঞপ্তি http://vatdc.teletalk.com.bd এবং http://vatdhkeast.gov.bd ওয়েবসাইটে পাওয়া যাবে; ৮। বর্ণিত পদের জন্য নির্ধারিত শিক্ষাগত যোগ্যতা ও অভিজ্ঞতা পরীক্ষার ব্যবহারিক পরীক্ষায় উত্তীর্ণ প্রার্থীদের মৌখিক পরীক্ষার জন্য যোগ্য বিবেচিত হবেন; ৯। মৌখিক পরীক্ষার সময় সকল সনদপত্রের মূল কপি প্রদর্শন করতে হবে এবং অনলাইনে পূরণকৃত Application Form এর হার্ডকপিসহ সকল সনদপত্রের সত্যায়িত ফটোকপি দাখিল করতে হবে। এছাড়া, জেলার স্থায়ী বাসিন্দার প্রমাণপত্র হিসাবে ইউনিয়ন পরিষদ/পৌরসভা/সিটি কর্পোরেশন কর্তৃক প্রদত্ত সনদ এবং আবেদনকারী মুক্তিযোদ্ধা/শহীদ মুক্তিযোদ্ধার পুত্র-কন্যা/পুত্র-কন্যার পুত্র-কন্যা হলে সে মর্মে সংশ্লিষ্ট ইউনিয়ন পরিষদের চেয়ারম্যান/পৌরসভার মেয়র/সিটি কর্পোরেশনের ওয়ার্ড কাউন্সিলর কর্তৃক প্রদত্ত প্রত্যয়নপত্রের সত্যায়িত কপি দাখিল করতে হবে; ১০। লিখিত, মৌখিক পরীক্ষায় অংশগ্রহণের জন্য কোন প্রকার টিএ/ডিএ প্রদান করা হবে না; ১১। যে কোন তথ্য ও কারিগরি সহযোগিতার জন্য Teletalk Customer Care এ যোগাযোগ অথবা Teletalk মোবাইল থেকে ১২১ এ ফোন করা যেতে পারে; ১২। কর্তৃপক্ষ প্রয়োজনে পদ সংখ্যা হ্রাস/বৃদ্ধি ও বিজ্ঞপ্তি বাতিল করার অধিকার সংরক্ষণ করেন। নিয়োগ সংক্রান্ত বিষয়ে নিয়োগকারী কর্তৃপক্ষের সিদ্ধান্তই চূড়ান্ত বলে গণ্য হবে; ১৩। বিধি মোতাবেক সকল কোটা যথাযথভাবে অনুসরণ করা হবে; ১৪। Online ফরমের সকল তথ্য ও ছবি যথাযথভাবে পূরণ করতে হবে। অসম্পূর্ণ আবেদনপত্র সরাসরি বাতিল করা হবে; ১৫। আবেদনপত্রে কোন প্রকার তথ্য প্রদান করা হলে বা কোন মিথ্যা তথ্য প্রমাণিত হলে প্রার্থীতা বাতিল (যে কোন সময়ে) করা হবে এবং এ কারণে প্রার্থীর বিরুদ্ধে আইনানুগ ব্যবস্থা গ্রহণ করা হবে; ১৬। উপরে উল্লেখ করা হয়নি এমন ক্ষেত্রে জনপ্রশাসন মন্ত্রণালয় কর্তৃক প্রচলিত বিধিবিধান প্রযোজ্য হবে। ২৩/১০/২০১৯ মুহাম্মদ মাহফুজ আহমদ যুগ্ম কমিশনার (প্রশাসন) ও সদস্য সচিব বিভাগীয় নির্বাচন/পদোন্নতি কমিটি ই-মেইল: vatdhakaeast@gmail.com জি-২৩২২/১৯ (৫×৫) <box>819 774 1518 2366</box>
tender-table: প্যাকেজ নং ইভেন্টের নাম সিডিউলের মূল্য দরপত্র দাখিলের শেষ তারিখ ও সময় দরপত্র খোলার তারিখ ও সময় ১। কোর সাফারী পার্কে গাড়ীতে পরিভ্রমন ইজারা ২,০০০/- তারিখ- ১৩/১১/২০১৯ ইং সময়- দুপুর ১২.০০ ঘটিকা তারিখ- ১৩/১১/২০১৯ ইং সময়- বিকাল ৩.০০ ঘটিকা <box>1105 316 1505 425</box>
tag-left: জাতীয় সম্পদ গ্যাসের অপচয় রোধ করে জাতীয় প্রবৃদ্ধি বজায় রাখুন <box>58 782 179 809</box>
article-sub-body: (শেষের পৃষ্ঠার পর) ইমারজেন্সি নামার কারণে খবর পেয়ে পুলিশ ঘটনাস্থলে উপস্থিত হয়ে স্থানীয়দের সহায়তায় উদ্ধার কাজ শুরু করে। দীর্ঘ ১০ ঘণ্টা পর নিখোঁজ শিশুকে উদ্ধার করা হয়। পরিবারের সদস্যরা জানান, শিশুটি খেলার সময় হঠাৎ হারিয়ে যায়। পুলিশ জানায়, বিষয়টি খতিয়ে দেখা হচ্ছে এবং কোনো অপরাধ সংঘটিত হয়েছে কিনা তা তদন্ত করা হবে। <box>420 330 733 427</box>
list-item: ৪। দরপত্র সিডিউল প্রকল্প পরিচালক, বঙ্গবন্ধু শেখ মুজিব সাফারী পার্ক, গাজীপুর শীর্ষক প্রকল্প, বনভবন, আগারগাঁও, ঢাকা এবং জেলা প্রশাসক, গাজীপুর এর কার্যালয়ে রক্ষিত দরপত্র বাক্সে দাখিল করা যাবে। <box>1105 518 1480 566</box>
table-row: ১। ইউডিএ ১১০০১৪৭, ১১০০৫৬৮, ১১০০৬৩৯, ১১০০৭৭৭, ১১০০৯৪০, ১১০০৮৩০, ১১০০৮৫৫, ১১০১০৩৫, ১১০১২৩১, ১১০১২৮৬, ১১০১৪৬৫ ও ১১০১৫৪৫ ০১.১১.২০১৯ শুক্রবার সকাল ১০:০০ ঘটিকা হতে ১২ জন <box>68 1191 790 1245</box>
list-item: (ঘ) জাতীয় পরিচয়পত্র অথবা জন্ম নিবন্ধন সনদপত্র (চাকরির আবেদন ফরমে যে তথ্য প্রদান করা হয়েছে) ; <box>68 1748 569 1762</box>
list-item: ৩। সাক্ষাৎকার/মৌখিক পরীক্ষা গ্রহণকালে আবেদন ফরমে প্রার্থীর উল্লেখিত তথ্য প্রমাণের জন্য আবশ্যিকভাবে মৌখিক পরীক্ষা/সাক্ষাৎকার গ্রহণকারী কমিটির নিকট নিম্নলিখিত কাগজপত্র/মূল সার্টিফিকেট প্রদর্শন এবং এর সকল কপি ১ (এক) সেট জমা দিতে হবে : <box>68 1646 790 1678</box>
list-item: ৮। বর্ণিত পদের জন্য নির্ধারিত শিক্ষাগত যোগ্যতা ও অভিজ্ঞতা পরীক্ষার ব্যবহারিক পরীক্ষায় উত্তীর্ণ প্রার্থীদের মৌখিক পরীক্ষার জন্য যোগ্য বিবেচিত হবেন; <box>831 1902 1505 1930</box>
tender-office: প্রকল্প পরিচালকের কার্যালয় <box>1223 142 1387 160</box>
list-item: ১৬। উপরে উল্লেখ করা হয়নি এমন ক্ষেত্রে জনপ্রশাসন মন্ত্রণালয় কর্তৃক প্রচলিত বিধিবিধান প্রযোজ্য হবে। <box>831 2131 1298 2144</box>
section-title: খবর <box>756 21 811 57</box>
org-name-en: Bangladesh Oil, Gas & Mineral Corporation (Petrobangla) <box>135 873 743 899</box>
article-workers-party <box>50 88 404 756</box>
table-row: ৭ ডেসপাস রাইডার (গ্রেড-১৮) ৮,৮০০-২১,৩১০/- ০১ টি এসএসসি বা সমমানের পরীক্ষায় উত্তীর্ণ ও মোটরসাইকেল লাইসেন্সধারী। <box>832 1454 1505 1508</box>
customs-signer-block: ২৩/১০/২০১৯ মুহাম্মদ মাহফুজ আহমদ যুগ্ম কমিশনার (প্রশাসন) ও সদস্য সচিব বিভাগীয় নির্বাচন/পদোন্নতি কমিটি ই-মেইল: vatdhakaeast@gmail.com <box>1309 2227 1492 2347</box>
memo-date: তারিখ ঃ ২৪.১০.২০১৯ <box>663 910 790 924</box>
petro-ref: জি-২৩১৯/১৯ (৫×৭) <box>68 2337 169 2350</box>
tender-notice <box>1092 88 1518 756</box>
page-header <box>48 8 1520 80</box>
petro-signer-block: ২৪/১০/২০১৯ রুচিরা ইসলাম মহাব্যবস্থাপক (প্রশাসন) <box>486 2245 646 2348</box>
petrobangla-logo-icon <box>68 838 124 894</box>
notice-title: 'নিয়োগ বিজ্ঞপ্তি' <box>1071 955 1266 988</box>
list-item: ২। উক্ত সাক্ষাৎকার/মৌখিক পরীক্ষায় অংশগ্রহণের জন্য সংশ্লিষ্ট পদপ্রার্থীগণকে অনুরোধ করা যাচ্ছে। এ সাক্ষাৎকার/মৌখিক পরীক্ষায় অংশগ্রহণের জন্য কোন টিএ/ডিএ প্রদান করা হবে না। <box>68 1612 790 1644</box>
table-row: ১। কোর সাফারী পার্কে গাড়ীতে পরিভ্রমন ইজারা ২,০০০/- তারিখ- ১৩/১১/২০১৯ ইং সময়- দুপুর ১২.০০ ঘটিকা তারিখ- ১৩/১১/২০১৯ ইং সময়- বিকাল ৩.০০ ঘটিকা <box>1106 355 1505 425</box>
list-item: (জ) সাক্ষাৎকার/মৌখিক পরীক্ষায় অংশগ্রহণের জন্য প্রার্থীর লিখিত পরীক্ষার প্রবেশপত্র, প্রিন্টকৃত আবেদনপত্র এবং ২ (দুই) কপি রঙিন পাসপোর্ট সাইজের ছবি অবশ্যই প্রদর্শন এবং জমা দিতে হবে। <box>68 1900 790 1931</box>
